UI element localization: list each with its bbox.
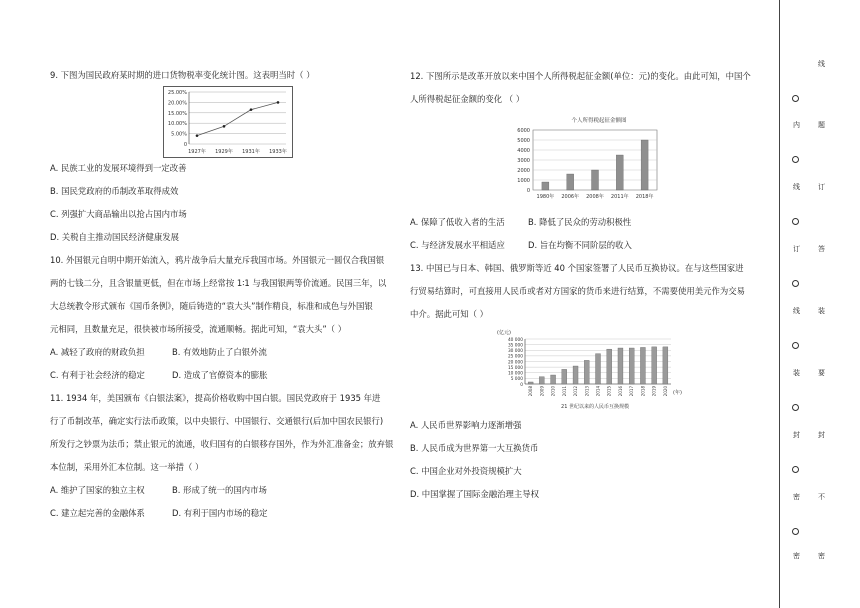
x-tick-label: 1980年 [536,194,555,200]
bar [652,347,657,384]
binding-hole-circle [792,466,799,473]
q12-option-b: B. 降低了民众的劳动积极性 [528,217,632,227]
bar [584,360,589,384]
binding-margin-char: 订 [818,183,825,191]
x-tick-label: 2008年 [586,194,604,200]
series-line [197,102,278,135]
binding-margin-char: 不 [818,493,825,501]
y-tick-label: 5000 [517,138,530,144]
q11-line-2: 行了币制改革，确定实行法币政策，以中央银行、中国银行、交通银行(后加中国农民银行) [50,416,384,426]
binding-margin-char: 封 [793,431,800,439]
bar [592,170,599,190]
q9-stem: 9. 下图为国民政府某时期的进口货物税率变化统计图。这表明当时（ ） [50,70,315,80]
binding-hole-circle [792,156,799,163]
x-tick-label: 2014 [595,386,601,397]
q12-option-d: D. 旨在均衡不同阶层的收入 [528,240,632,250]
binding-line [779,0,780,608]
y-tick-label: 5 000 [510,377,523,383]
chart-title: 个人所得税起征金额图 [571,118,627,124]
y-tick-label: 0 [520,382,523,388]
y-tick-label: 15 000 [507,365,523,371]
y-tick-label: 20.00% [167,100,187,107]
bar [616,155,623,190]
rmb-swap-bar-chart [495,327,695,413]
q11-line-1: 11. 1934 年，美国颁布《白银法案》，提高价格收购中国白银。国民党政府于 1935 年进 [50,393,381,403]
q13-option-a: A. 人民币世界影响力逐渐增强 [410,420,522,430]
tariff-line-chart [163,86,293,158]
q10-option-d: D. 造成了官僚资本的膨胀 [172,370,268,380]
q9-option-a: A. 民族工业的发展环境得到一定改善 [50,163,187,173]
x-tick-label: 2019 [651,386,657,397]
x-tick-label: 2018 [640,386,646,397]
binding-margin-char: 题 [818,121,825,129]
bar [629,348,634,384]
bar [551,375,556,384]
y-tick-label: 10 000 [507,371,523,377]
bar [562,369,567,384]
binding-margin-char: 线 [793,307,800,315]
y-tick-label: 0 [526,188,530,194]
data-point [196,134,199,137]
bar [596,354,601,384]
bar [607,349,612,384]
q10-line-4: 元相同，且数量充足，很快被市场所接受，流通顺畅。据此可知，“袁大头”（ ） [50,324,347,334]
binding-margin-char: 密 [793,552,800,560]
y-tick-label: 1000 [517,178,530,184]
x-tick-label: 2012 [573,386,579,397]
bar [542,182,549,190]
binding-margin-char: 要 [818,369,825,377]
bar [567,174,574,190]
x-tick-label: 2015 [606,386,612,397]
x-tick-label: 2013 [584,386,590,397]
x-tick-label: 2011 [561,386,567,397]
x-tick-label: 2020 [662,386,668,397]
q12-option-c: C. 与经济发展水平相适应 [410,240,505,250]
q10-option-a: A. 减轻了政府的财政负担 [50,347,145,357]
y-tick-label: 20 000 [507,360,523,366]
binding-hole-circle [792,342,799,349]
x-tick-label: 1931年 [242,149,260,155]
x-tick-label: 2010 [550,386,556,397]
y-tick-label: 3000 [517,158,530,164]
data-point [277,101,280,104]
x-tick-label: 2011年 [610,194,629,200]
x-tick-label: 2016 [617,386,623,397]
q13-line-2: 行贸易结算时，可直接用人民币或者对方国家的货币来进行结算，不需要使用美元作为交易 [410,286,745,296]
q11-option-a: A. 维护了国家的独立主权 [50,485,145,495]
binding-margin-char: 装 [793,369,800,377]
q13-option-d: D. 中国掌握了国际金融治理主导权 [410,489,540,499]
q12-option-a: A. 保障了低收入者的生活 [410,217,505,227]
x-tick-label: 2006年 [561,194,580,200]
x-tick-label: 1927年 [188,149,206,155]
q9-option-c: C. 列强扩大商品输出以抢占国内市场 [50,209,187,219]
binding-hole-circle [792,528,799,535]
bar [641,140,648,190]
q12-line-2: 人所得税起征金额的变化 （ ） [410,94,525,104]
binding-margin-char: 线 [793,183,800,191]
bar [618,348,623,384]
q10-line-3: 大总统教令形式颁布《国币条例》，随后铸造的“袁大头”制作精良，标准和成色与外国银 [50,301,373,311]
binding-hole-circle [792,218,799,225]
q10-option-b: B. 有效地防止了白银外流 [172,347,267,357]
binding-hole-circle [792,95,799,102]
x-tick-label: 1933年 [269,149,287,155]
y-tick-label: 5.00% [171,131,187,138]
binding-margin-char: 密 [818,552,825,560]
data-point [250,108,253,111]
bar [539,377,544,384]
binding-margin-char: 封 [818,431,825,439]
y-tick-label: 30 000 [507,349,523,355]
chart-title: 21 世纪以来的人民币互换规模 [561,404,629,410]
y-tick-label: 2000 [517,168,530,174]
bar [640,347,645,384]
y-tick-label: 15.00% [167,110,187,117]
binding-margin-char: 答 [818,245,825,253]
q10-line-1: 10. 外国银元自明中期开始流入，鸦片战争后大量充斥我国市场。外国银元一圆仅合我国银 [50,255,385,265]
data-point [223,125,226,128]
tax-threshold-bar-chart [505,114,660,206]
bar [573,366,578,384]
binding-margin-char: 内 [793,121,800,129]
q11-line-4: 本位制，采用外汇本位制。这一举措（ ） [50,462,204,472]
y-tick-label: 6000 [517,128,530,134]
q13-line-3: 中介。据此可知（ ） [410,309,489,319]
q10-option-c: C. 有利于社会经济的稳定 [50,370,145,380]
y-tick-label: 40 000 [507,337,523,343]
binding-margin-char: 密 [793,493,800,501]
q9-option-b: B. 国民党政府的币制改革取得成效 [50,186,179,196]
q13-line-1: 13. 中国已与日本、韩国、俄罗斯等近 40 个国家签署了人民币互换协议。在与这些国家进 [410,263,744,273]
x-tick-label: 2018年 [635,194,654,200]
y-tick-label: 35 000 [507,343,523,349]
q11-option-b: B. 形成了统一的国内市场 [172,485,267,495]
y-tick-label: 0 [183,142,187,148]
q9-option-d: D. 关税自主推动国民经济健康发展 [50,232,180,242]
q11-option-c: C. 建立起完善的金融体系 [50,508,145,518]
q13-option-c: C. 中国企业对外投资规模扩大 [410,466,522,476]
y-tick-label: 25 000 [507,354,523,360]
x-tick-label: 1929年 [215,149,233,155]
y-tick-label: 10.00% [167,121,187,128]
binding-hole-circle [792,404,799,411]
bar [663,347,668,384]
x-tick-label: 2008 [528,386,534,397]
chart-xlabel: (年) [673,390,682,396]
x-tick-label: 2017 [629,386,635,397]
y-tick-label: 25.00% [167,90,187,96]
q10-line-2: 两的七钱二分，且含银量更低，但在市场上经常按 1∶1 与我国银两等价流通。民国三年，以 [50,278,387,288]
q12-line-1: 12. 下图所示是改革开放以来中国个人所得税起征金额(单位：元)的变化。由此可知，中国个 [410,71,751,81]
q11-option-d: D. 有利于国内市场的稳定 [172,508,268,518]
binding-margin-char: 线 [818,60,825,68]
bar [528,382,533,384]
y-tick-label: 4000 [517,148,530,154]
binding-hole-circle [792,280,799,287]
q11-line-3: 所发行之钞票为法币；禁止银元的流通，收归国有的白银移存国外，作为外汇准备金；放弃银 [50,439,394,449]
chart-ylabel: (亿元) [497,330,511,336]
q13-option-b: B. 人民币成为世界第一大互换货币 [410,443,539,453]
binding-margin-char: 订 [793,245,800,253]
x-tick-label: 2009 [539,386,545,397]
binding-margin-char: 装 [818,307,825,315]
